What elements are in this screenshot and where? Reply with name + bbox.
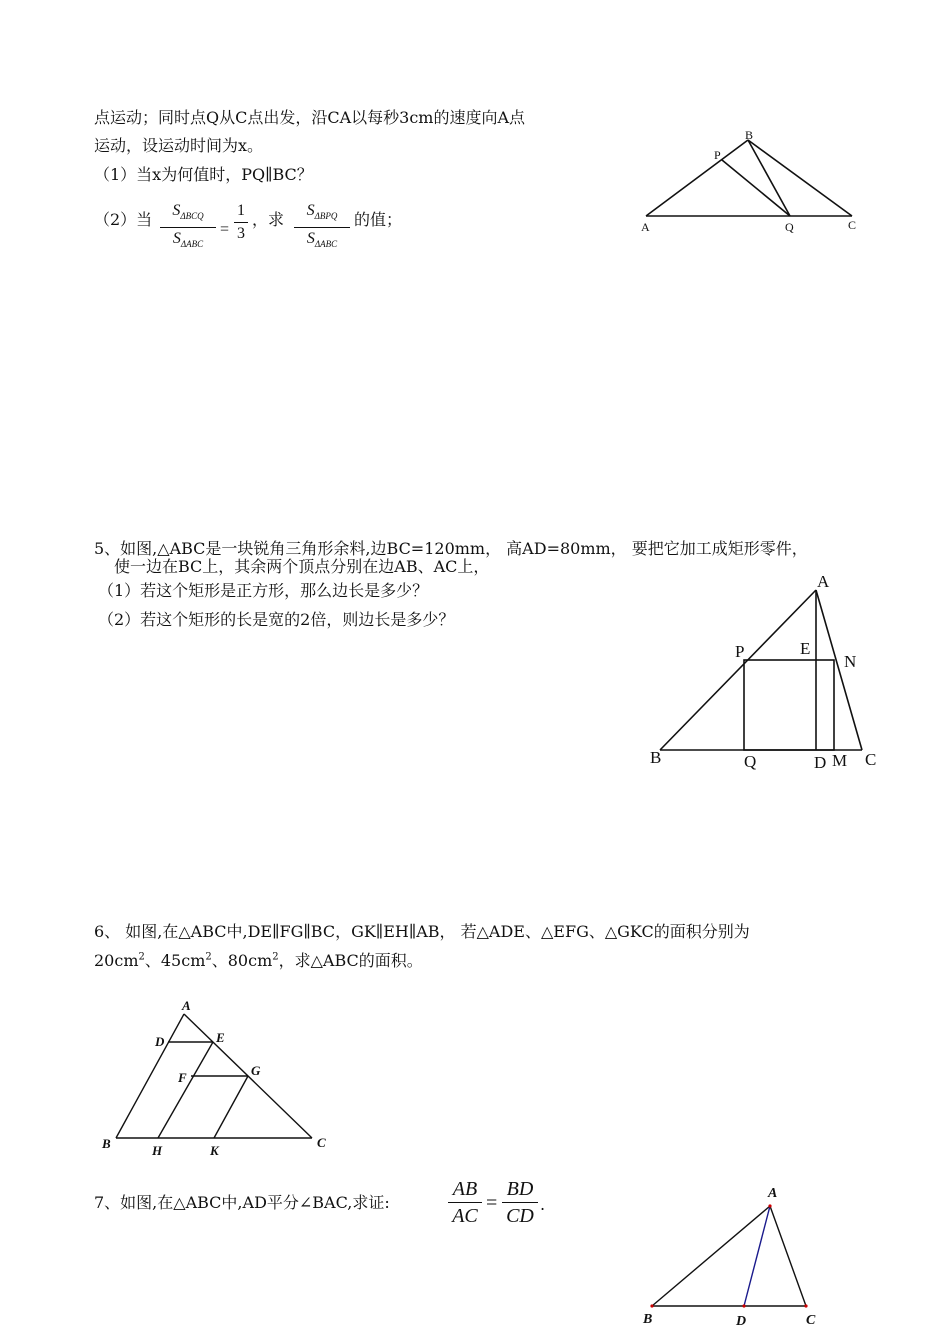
- p6-label-G: G: [251, 1063, 261, 1078]
- p7-fraction-ac: AC: [452, 1205, 478, 1227]
- p5-label-C: C: [865, 750, 877, 769]
- p6-label-K: K: [210, 1143, 219, 1158]
- p5-question-1: （1）若这个矩形是正方形，那么边长是多少？: [98, 581, 429, 600]
- p6-line1: 6、 如图,在△ABC中,DE∥FG∥BC，GK∥EH∥AB， 若△ADE、△EFG、△GKC的面积分别为: [94, 922, 750, 941]
- p6-question: ，求△ABC的面积。: [278, 951, 423, 970]
- p4-label-A: A: [641, 220, 650, 234]
- p4-question-2-prefix: （2）当: [94, 210, 153, 229]
- p6-area-ade: 20cm: [94, 951, 139, 970]
- p7-equals: =: [486, 1192, 498, 1214]
- p7-seg-AC: [770, 1206, 806, 1306]
- p7-fraction-cd: CD: [506, 1205, 534, 1227]
- p4-fraction-numerator: $S_{\Delta BCQ}$: [172, 202, 204, 222]
- p6-label-B: B: [102, 1136, 111, 1151]
- p6-area-efg: 、45cm: [144, 951, 206, 970]
- p7-period: .: [540, 1195, 546, 1214]
- p4-label-P: P: [714, 148, 721, 162]
- p7-label-A: A: [768, 1186, 778, 1201]
- p6-label-E: E: [216, 1030, 225, 1045]
- p7-point-D: [742, 1304, 745, 1307]
- p4-fraction-three: 3: [237, 225, 245, 242]
- p7-label-D: D: [736, 1314, 747, 1329]
- p6-sup-3: 2: [272, 951, 279, 963]
- p6-label-C: C: [317, 1135, 326, 1150]
- p6-label-F: F: [178, 1070, 187, 1085]
- p7-label-C: C: [806, 1313, 816, 1328]
- p7-seg-AD: [744, 1206, 770, 1306]
- p4-fraction-3-numerator: $S_{\Delta BPQ}$: [306, 202, 338, 222]
- p5-label-M: M: [832, 751, 848, 770]
- p4-label-Q: Q: [785, 220, 794, 234]
- p5-line1: 5、如图,△ABC是一块锐角三角形余料,边BC=120mm， 高AD=80mm， 要把它加工成矩形零件，: [94, 539, 808, 558]
- p4-fraction-3-denominator: $S_{\Delta ABC}$: [306, 230, 338, 250]
- p7-fraction-ab: AB: [452, 1178, 478, 1200]
- p5-label-D: D: [814, 753, 827, 772]
- p5-label-B: B: [650, 748, 662, 767]
- p4-line2: 运动，设运动时间为x。: [94, 136, 264, 155]
- p6-label-H: H: [152, 1143, 163, 1158]
- p7-point-C: [804, 1304, 807, 1307]
- p4-label-C: C: [848, 218, 857, 232]
- p4-fraction-one: 1: [237, 202, 245, 219]
- p4-question-1: （1）当x为何值时，PQ∥BC？: [94, 165, 313, 184]
- p4-label-B: B: [745, 128, 754, 142]
- p5-label-E: E: [800, 639, 811, 658]
- p6-label-D: D: [155, 1034, 165, 1049]
- p5-line2: 使一边在BC上，其余两个顶点分别在边AB、AC上，: [114, 557, 490, 576]
- p4-equals: =: [220, 221, 230, 238]
- p4-question-2-suffix: 的值；: [354, 210, 403, 229]
- p7-point-A: [768, 1204, 771, 1207]
- p4-fraction-denominator: $S_{\Delta ABC}$: [172, 230, 204, 250]
- p6-label-A: A: [182, 998, 191, 1013]
- p7-label-B: B: [643, 1312, 653, 1327]
- p5-label-N: N: [844, 652, 857, 671]
- p7-line1: 7、如图,在△ABC中,AD平分∠BAC,求证:: [94, 1193, 390, 1212]
- p7-fraction-bd: BD: [506, 1178, 534, 1200]
- p7-seg-AB: [652, 1206, 770, 1306]
- p6-area-gkc: 、80cm: [211, 951, 273, 970]
- p7-point-B: [650, 1304, 653, 1307]
- p4-line1: 点运动；同时点Q从C点出发，沿CA以每秒3cm的速度向A点: [94, 108, 526, 127]
- p6-sup-1: 2: [138, 951, 145, 963]
- p5-label-A: A: [817, 572, 830, 591]
- p6-sup-2: 2: [205, 951, 212, 963]
- p5-label-P: P: [735, 642, 745, 661]
- p5-question-2: （2）若这个矩形的长是宽的2倍，则边长是多少？: [98, 610, 455, 629]
- p5-label-Q: Q: [744, 752, 757, 771]
- p4-question-2-mid: ，求: [252, 210, 285, 229]
